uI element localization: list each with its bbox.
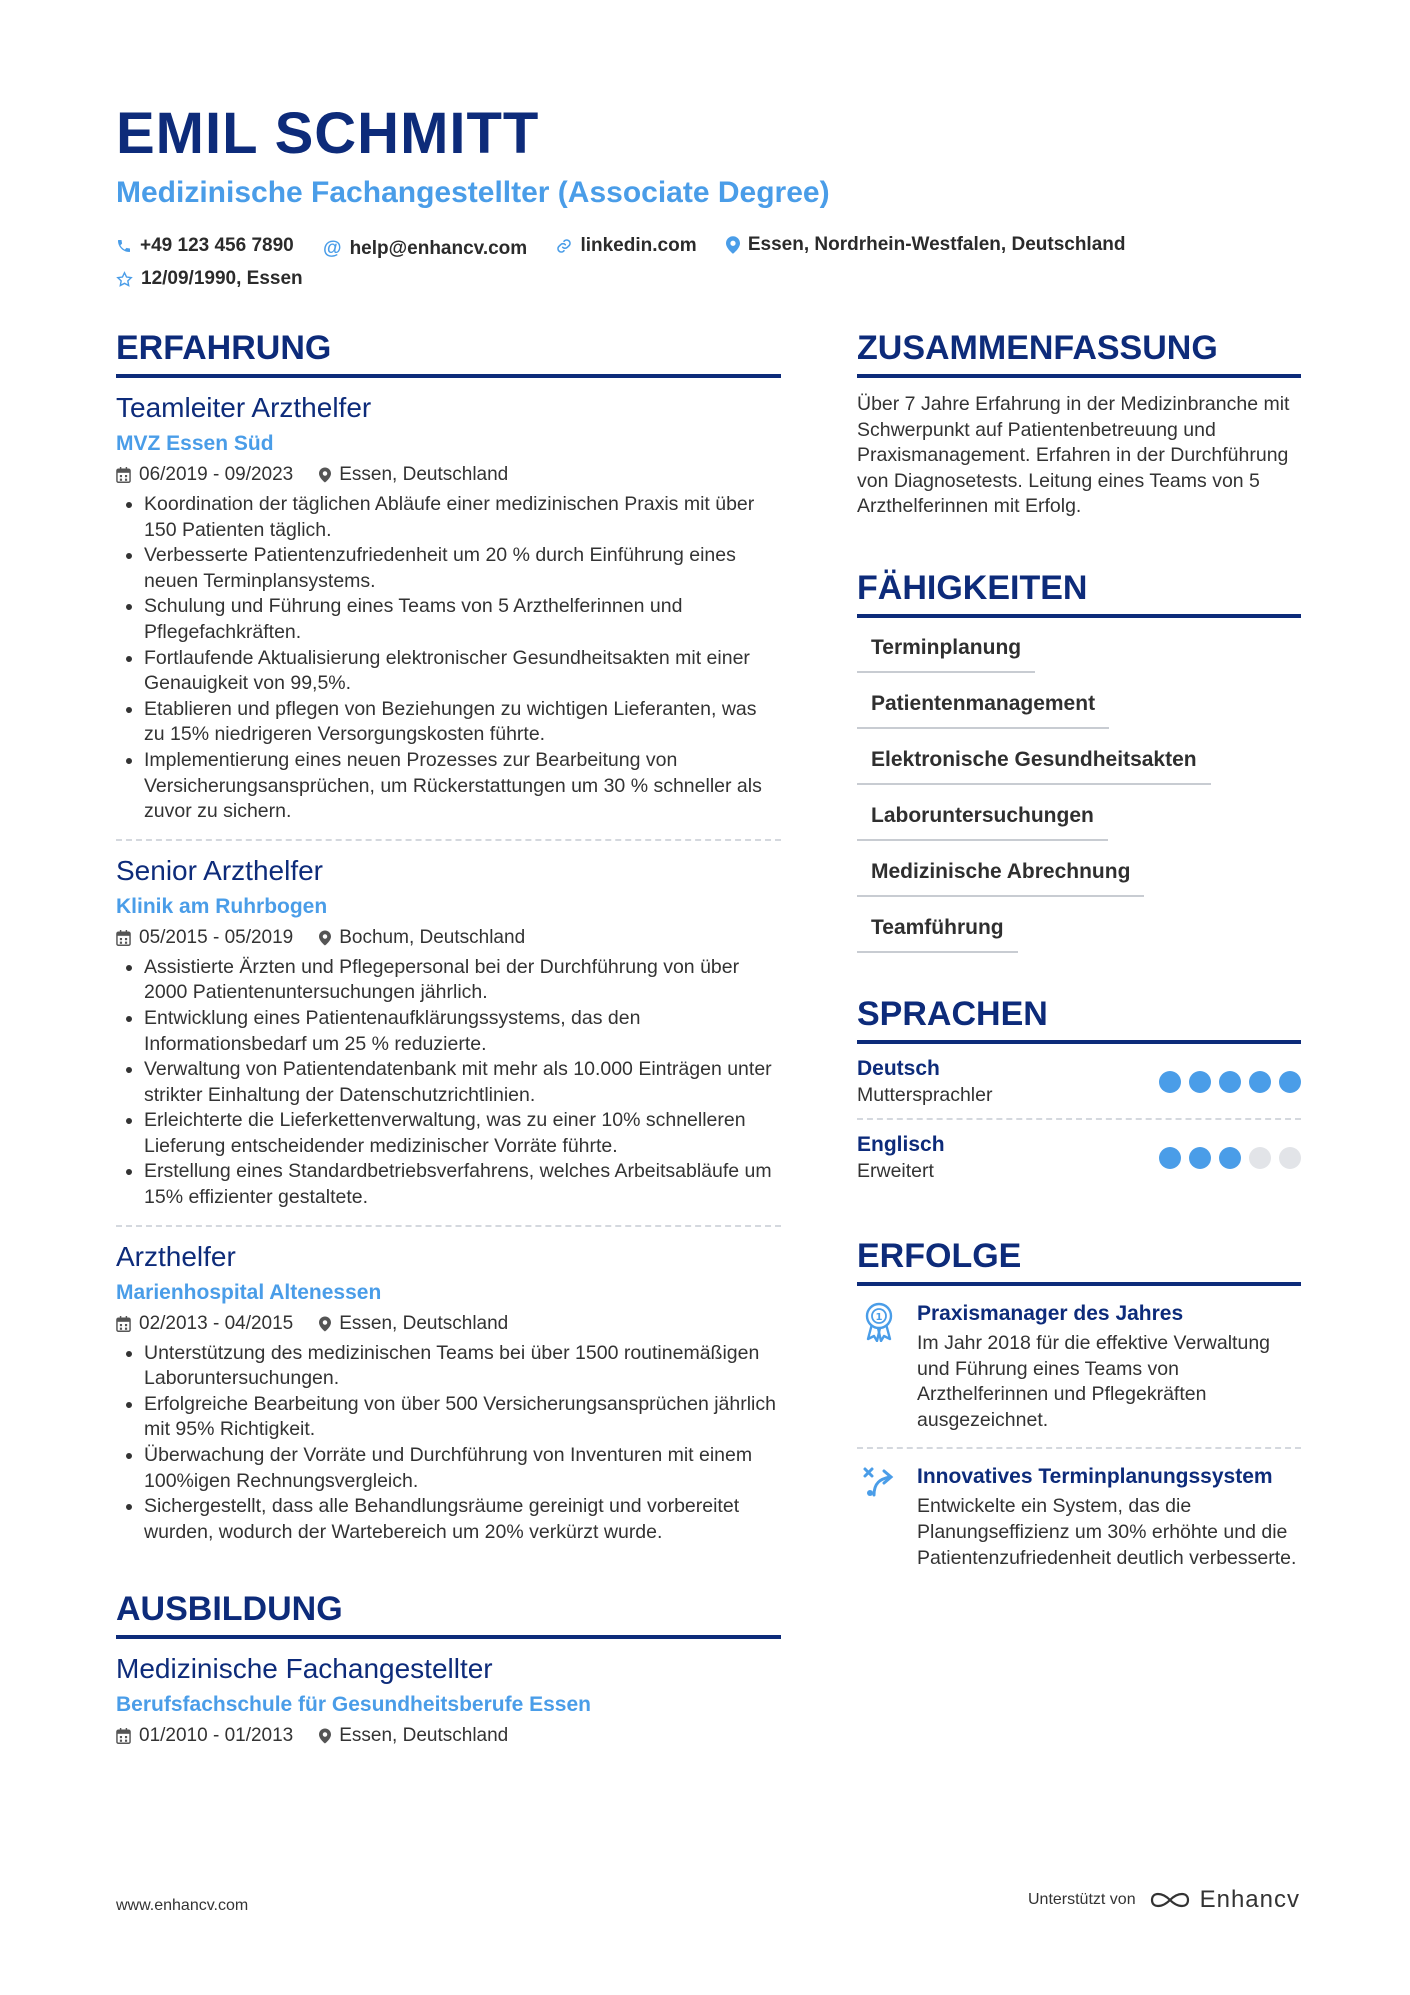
location-pin-icon [319,930,331,946]
rating-dot-empty [1249,1147,1271,1169]
language-rating [1151,1071,1301,1093]
birth-text: 12/09/1990, Essen [141,268,303,289]
footer-website[interactable]: www.enhancv.com [116,1897,249,1914]
job-location [319,925,525,951]
job-location [319,1311,508,1337]
candidate-title: Medizinische Fachangestellter (Associate Degree) [116,176,830,209]
language-name: Englisch [857,1132,945,1156]
rating-dot-filled [1189,1071,1211,1093]
skills-list [857,634,1301,970]
job-dates [116,462,293,488]
language-level: Erweitert [857,1159,934,1182]
job-entry [116,841,781,1227]
job-entry [116,378,781,841]
job-dates [116,1311,293,1337]
achievements-heading: ERFOLGE [857,1234,1301,1286]
dates-text: 05/2015 - 05/2019 [139,926,294,948]
dates-text: 02/2013 - 04/2015 [139,1312,294,1334]
rating-dot-filled [1219,1147,1241,1169]
job-location [319,462,508,488]
rating-dot-filled [1189,1147,1211,1169]
job-meta [116,462,781,488]
contact-linkedin[interactable] [556,231,696,261]
education-dates [116,1723,293,1749]
enhancv-logo-icon [1148,1888,1192,1912]
education-heading: AUSBILDUNG [116,1587,781,1639]
skill-tag: Elektronische Gesundheitsakten [857,746,1211,785]
location-text: Essen, Deutschland [339,1725,509,1747]
rating-dot-filled [1279,1071,1301,1093]
dates-text: 01/2010 - 01/2013 [139,1725,294,1747]
location-text: Essen, Deutschland [339,464,509,485]
calendar-icon [116,1728,131,1744]
job-meta [116,1311,781,1337]
achievement-description: Im Jahr 2018 für die effektive Verwaltung und Führung eines Teams von Arzthelferinnen und Pflegekräften ausgezeichnet. [917,1331,1271,1431]
right-column [857,326,1301,1585]
phone-icon [116,238,132,254]
company-name: Klinik am Ruhrbogen [116,894,328,918]
skill-tag: Terminplanung [857,634,1035,673]
location-pin-icon [319,467,331,483]
powered-by-text: Unterstützt von [1027,1891,1136,1908]
svg-text:1: 1 [875,1311,883,1323]
job-title: Arzthelfer [116,1240,236,1272]
dates-text: 06/2019 - 09/2023 [139,464,294,485]
bullet-item: • Assistierte Ärzten und Pflegepersonal bei der Durchführung von über 2000 Patientenuntersuchungen jährlich. [144,955,781,1006]
skills-heading: FÄHIGKEITEN [857,566,1301,618]
job-bullets [116,1341,781,1546]
rating-dot-filled [1249,1071,1271,1093]
resume-header [116,100,1306,298]
bullet-item: • Koordination der täglichen Abläufe einer medizinischen Praxis mit über 150 Patienten täglich. [144,492,781,543]
experience-heading: ERFAHRUNG [116,326,781,378]
bullet-item: • Verwaltung von Patientendatenbank mit mehr als 10.000 Einträgen unter strikter Einhaltung der Datenschutzrichtlinien. [144,1057,781,1108]
languages-heading: SPRACHEN [857,992,1301,1044]
job-meta [116,925,781,951]
phone-text: +49 123 456 7890 [140,235,294,256]
summary-text: Über 7 Jahre Erfahrung in der Medizinbranche mit Schwerpunkt auf Patientenbetreuung und Praxismanagement. Erfahren in der Durchführung von Diagnosetests. Leitung eines Teams von 5 Arzthelferinnen mit Erfolg. [857,393,1290,518]
star-icon [116,271,133,288]
contact-location [726,230,1126,260]
rating-dot-filled [1159,1071,1181,1093]
bullet-item: • Schulung und Führung eines Teams von 5 Arzthelferinnen und Pflegefachkräften. [144,594,781,645]
strategy-path-icon [857,1463,901,1571]
calendar-icon [116,467,131,483]
job-title: Senior Arzthelfer [116,854,323,886]
bullet-item: • Sichergestellt, dass alle Behandlungsräume gereinigt und vorbereitet wurden, wodurch der Wartebereich um 20% verkürzt wurde. [144,1494,781,1545]
achievement-description: Entwickelte ein System, das die Planungseffizienz um 30% erhöhte und die Patientenzufriedenheit deutlich verbesserte. [917,1495,1297,1569]
contact-phone [116,231,294,261]
rating-dot-empty [1279,1147,1301,1169]
achievement-entry [857,1449,1301,1585]
school-name: Berufsfachschule für Gesundheitsberufe Essen [116,1693,591,1717]
job-entry [116,1227,781,1560]
bullet-item: • Verbesserte Patientenzufriedenheit um 20 % durch Einführung eines neuen Terminplansystems. [144,543,781,594]
bullet-item: • Unterstützung des medizinischen Teams bei über 1500 routinemäßigen Laboruntersuchungen. [144,1341,781,1392]
bullet-item: • Erleichterte die Lieferkettenverwaltung, was zu einer 10% schnelleren Lieferung entscheidender medizinischer Vorräte führte. [144,1108,781,1159]
bullet-item: • Fortlaufende Aktualisierung elektronischer Gesundheitsakten mit einer Genauigkeit von 99,5%. [144,646,781,697]
email-text: help@enhancv.com [349,238,528,259]
location-text: Essen, Nordrhein-Westfalen, Deutschland [747,234,1126,255]
calendar-icon [116,930,131,946]
footer-branding [1028,1886,1300,1914]
education-entry [116,1639,781,1763]
job-bullets [116,492,781,825]
bullet-item: • Erfolgreiche Bearbeitung von über 500 Versicherungsansprüchen jährlich mit 95% Richtigkeit. [144,1392,781,1443]
contact-email[interactable] [323,234,527,264]
language-name: Deutsch [857,1056,940,1080]
job-title: Teamleiter Arzthelfer [116,392,372,423]
left-column [116,326,781,1763]
linkedin-text: linkedin.com [580,235,697,256]
bullet-item: • Etablieren und pflegen von Beziehungen zu wichtigen Lieferanten, was zu 15% niedrigeren Versorgungskosten führte. [144,697,781,748]
language-rating [1151,1147,1301,1169]
location-pin-icon [726,236,740,254]
bullet-item: • Entwicklung eines Patientenaufklärungssystems, das den Informationsbedarf um 25 % reduzierte. [144,1006,781,1057]
language-entry [857,1120,1301,1194]
award-ribbon-icon [857,1300,901,1433]
language-entry [857,1044,1301,1120]
contact-birth [116,264,303,294]
achievement-entry [857,1286,1301,1449]
candidate-name: EMIL SCHMITT [116,101,540,166]
skill-tag: Teamführung [857,914,1018,953]
brand-name: Enhancv [1199,1886,1300,1913]
education-location [319,1723,508,1749]
location-pin-icon [319,1316,331,1332]
bullet-item: • Implementierung eines neuen Prozesses zur Bearbeitung von Versicherungsansprüchen, um Rückerstattungen um 30 % schneller als zuvor zu sichern. [144,748,781,825]
job-dates [116,925,293,951]
skill-tag: Laboruntersuchungen [857,802,1108,841]
company-name: Marienhospital Altenessen [116,1280,382,1304]
calendar-icon [116,1316,131,1332]
rating-dot-filled [1219,1071,1241,1093]
skill-tag: Patientenmanagement [857,690,1109,729]
language-level: Muttersprachler [857,1083,993,1106]
location-pin-icon [319,1728,331,1744]
bullet-item: • Erstellung eines Standardbetriebsverfahrens, welches Arbeitsabläufe um 15% effizienter gestaltete. [144,1159,781,1210]
at-sign-icon: @ [323,238,342,259]
link-icon [556,238,572,254]
location-text: Bochum, Deutschland [339,926,526,948]
achievement-title: Innovatives Terminplanungssystem [917,1465,1273,1489]
rating-dot-filled [1159,1147,1181,1169]
achievement-title: Praxismanager des Jahres [917,1301,1184,1325]
location-text: Essen, Deutschland [339,1312,509,1334]
contact-info [116,230,1306,298]
summary-heading: ZUSAMMENFASSUNG [857,326,1301,378]
company-name: MVZ Essen Süd [116,432,274,455]
bullet-item: • Überwachung der Vorräte und Durchführung von Inventuren mit einem 100%igen Rechnungsvergleich. [144,1443,781,1494]
skill-tag: Medizinische Abrechnung [857,858,1144,897]
job-bullets [116,955,781,1211]
degree-title: Medizinische Fachangestellter [116,1653,493,1685]
education-meta [116,1723,781,1749]
